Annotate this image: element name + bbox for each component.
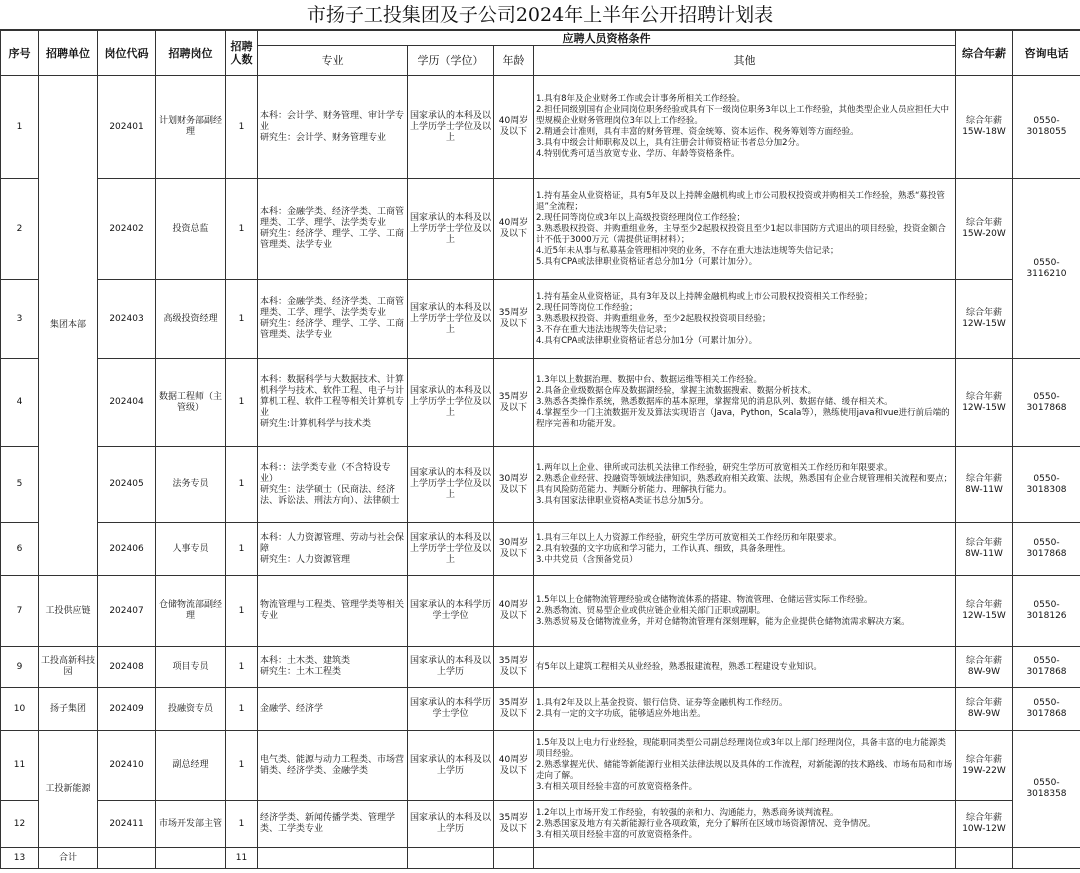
cell-age: 30周岁及以下: [494, 447, 534, 523]
cell-seq: 12: [1, 801, 39, 848]
cell-post: 投融资专员: [156, 688, 226, 731]
cell-salary: 综合年薪19W-22W: [956, 731, 1013, 801]
cell-other: 1.5年以上仓储物流管理经验或仓储物流体系的搭建、物流管理、仓储运营实际工作经验。 2.熟悉物流、贸易型企业或供应链企业相关部门正职或副职。 3.熟悉贸易及仓储物流业务，并对仓储物流管理有深刻理解，能为企业提供仓储物流需求解决方案。: [534, 576, 956, 647]
cell-code: 202409: [98, 688, 156, 731]
cell-salary: 综合年薪12W-15W: [956, 576, 1013, 647]
cell-seq: 3: [1, 280, 39, 359]
cell-education: 国家承认的本科及以上学历: [408, 731, 494, 801]
cell-seq: 9: [1, 647, 39, 688]
cell-age: 35周岁及以下: [494, 280, 534, 359]
cell-major: 本科：金融学类、经济学类、工商管理类、工学、理学、法学类专业 研究生：经济学、理学、工学、工商管理类、法学专业: [258, 179, 408, 280]
cell-count: 1: [226, 280, 258, 359]
table-row: [1, 801, 1080, 848]
table-row: [1, 179, 1080, 280]
cell-salary: 综合年薪12W-15W: [956, 359, 1013, 447]
cell-post: 投资总监: [156, 179, 226, 280]
cell-major: 本科：金融学类、经济学类、工商管理类、工学、理学、法学类专业 研究生：经济学、理学、工学、工商管理类、法学专业: [258, 280, 408, 359]
cell-age: 40周岁及以下: [494, 76, 534, 179]
cell-code: 202410: [98, 731, 156, 801]
header-count: 招聘人数: [226, 31, 258, 76]
cell-unit: 集团本部: [39, 76, 98, 576]
cell-count: 1: [226, 576, 258, 647]
cell-post: 人事专员: [156, 523, 226, 576]
cell-code: 202408: [98, 647, 156, 688]
cell-education: 国家承认的本科及以上学历学士学位及以上: [408, 447, 494, 523]
cell-code: 202405: [98, 447, 156, 523]
cell-other: 1.2年以上市场开发工作经验，有较强的亲和力、沟通能力，熟悉商务谈判流程。 2.熟悉国家及地方有关新能源行业各项政策，充分了解所在区域市场资源情况、竞争情况。 3.有相关项目经验丰富的可放宽资格条件。: [534, 801, 956, 848]
cell-other: 有5年以上建筑工程相关从业经验，熟悉报建流程，熟悉工程建设专业知识。: [534, 647, 956, 688]
cell-other: 1.持有基金从业资格证，具有3年及以上持牌金融机构或上市公司股权投资相关工作经验； 2.现任同等岗位工作经验； 3.熟悉股权投资、并购重组业务，至少2起股权投资项目经验； 3.不存在重大违法违规等失信记录； 4.具有CPA或法律职业资格证者总分加1分（可累计加分）。: [534, 280, 956, 359]
cell-education: 国家承认的本科学历学士学位: [408, 688, 494, 731]
cell-seq: 6: [1, 523, 39, 576]
cell-code: 202407: [98, 576, 156, 647]
cell-count: 1: [226, 359, 258, 447]
cell-count: 1: [226, 731, 258, 801]
cell-post: 市场开发部主管: [156, 801, 226, 848]
cell-major: 经济学类、新闻传播学类、管理学类、工学类专业: [258, 801, 408, 848]
header-post: 招聘岗位: [156, 31, 226, 76]
cell-major: 本科：人力资源管理、劳动与社会保障 研究生：人力资源管理: [258, 523, 408, 576]
cell-post: 法务专员: [156, 447, 226, 523]
total-label: 合计: [39, 848, 98, 869]
cell-count: 1: [226, 647, 258, 688]
cell-post: 数据工程师（主管级）: [156, 359, 226, 447]
cell-major: 本科：：法学类专业（不含特设专业） 研究生：法学硕士（民商法、经济法、诉讼法、刑法方向）、法律硕士: [258, 447, 408, 523]
table-row: [1, 76, 1080, 179]
cell-salary: 综合年薪12W-15W: [956, 280, 1013, 359]
cell-other: 1.具有三年以上人力资源工作经验，研究生学历可放宽相关工作经历和年限要求。 2.具有较强的文字功底和学习能力，工作认真、细致，具备条理性。 3.中共党员（含预备党员）: [534, 523, 956, 576]
cell-phone: 0550-3018055: [1013, 76, 1080, 179]
cell-seq: 2: [1, 179, 39, 280]
cell-code: 202406: [98, 523, 156, 576]
cell-phone: 0550-3116210: [1013, 179, 1080, 359]
cell-major: 电气类、能源与动力工程类、市场营销类、经济学类、金融学类: [258, 731, 408, 801]
cell-seq: 4: [1, 359, 39, 447]
cell-salary: 综合年薪8W-11W: [956, 447, 1013, 523]
cell-unit: 工投新能源: [39, 731, 98, 848]
cell-post: 项目专员: [156, 647, 226, 688]
cell-count: 1: [226, 523, 258, 576]
cell-age: 35周岁及以下: [494, 359, 534, 447]
cell-education: 国家承认的本科及以上学历学士学位及以上: [408, 359, 494, 447]
cell-count: 1: [226, 447, 258, 523]
cell-post: 高级投资经理: [156, 280, 226, 359]
cell-salary: 综合年薪8W-11W: [956, 523, 1013, 576]
cell-seq: 1: [1, 76, 39, 179]
cell-education: 国家承认的本科及以上学历: [408, 801, 494, 848]
cell-code: 202404: [98, 359, 156, 447]
cell-salary: 综合年薪8W-9W: [956, 647, 1013, 688]
table-row: [1, 731, 1080, 801]
cell-salary: 综合年薪15W-20W: [956, 179, 1013, 280]
cell-major: 金融学、经济学: [258, 688, 408, 731]
cell-age: 40周岁及以下: [494, 731, 534, 801]
cell-education: 国家承认的本科及以上学历学士学位及以上: [408, 76, 494, 179]
header-major: 专业: [258, 46, 408, 76]
cell-salary: 综合年薪10W-12W: [956, 801, 1013, 848]
total-row: [1, 848, 1080, 869]
cell-phone: 0550-3017868: [1013, 523, 1080, 576]
cell-education: 国家承认的本科及以上学历学士学位及以上: [408, 523, 494, 576]
cell-age: 35周岁及以下: [494, 688, 534, 731]
cell-code: 202403: [98, 280, 156, 359]
cell-major: 物流管理与工程类、管理学类等相关专业: [258, 576, 408, 647]
cell-seq: 10: [1, 688, 39, 731]
cell-seq: 11: [1, 731, 39, 801]
cell-code: 202411: [98, 801, 156, 848]
cell-count: 1: [226, 179, 258, 280]
cell-age: 30周岁及以下: [494, 523, 534, 576]
header-qualifications: 应聘人员资格条件: [258, 31, 956, 46]
cell-education: 国家承认的本科学历学士学位: [408, 576, 494, 647]
cell-seq: 7: [1, 576, 39, 647]
cell-count: 1: [226, 76, 258, 179]
cell-major: 本科：数据科学与大数据技术、计算机科学与技术、软件工程、电子与计算机工程、软件工程等相关计算机专业 研究生:计算机科学与技术类: [258, 359, 408, 447]
cell-phone: 0550-3017868: [1013, 647, 1080, 688]
header-phone: 咨询电话: [1013, 31, 1080, 76]
table-row: [1, 359, 1080, 447]
header-other: 其他: [534, 46, 956, 76]
cell-other: 1.具有8年及企业财务工作或会计事务所相关工作经验。 2.担任同级别国有企业同岗位职务经验或具有下一级岗位职务3年以上工作经验，其他类型企业人员应担任大中型规模企业财务管理岗位3年以上工作经验。 2.精通会计准则，具有丰富的财务管理、资金统筹、资本运作、税务筹划等方面经验。 3.具有中级会计师职称及以上，具有注册会计师资格证书者总分加2分。 4.特别优秀可适当放宽专业、学历、年龄等资格条件。: [534, 76, 956, 179]
header-salary: 综合年薪: [956, 31, 1013, 76]
cell-phone: 0550-3018358: [1013, 731, 1080, 848]
cell-education: 国家承认的本科及以上学历学士学位及以上: [408, 280, 494, 359]
header-code: 岗位代码: [98, 31, 156, 76]
cell-major: 本科：土木类、建筑类 研究生：土木工程类: [258, 647, 408, 688]
cell-other: 1.两年以上企业、律所或司法机关法律工作经验，研究生学历可放宽相关工作经历和年限要求。 2.熟悉企业经营、投融资等领域法律知识，熟悉政府相关政策、法规，熟悉国有企业合规管理相关流程和要点；具有风险防范能力、判断分析能力、理解执行能力。 3.具有国家法律职业资格A类证书总分加5分。: [534, 447, 956, 523]
cell-major: 本科：会计学、财务管理、审计学专业 研究生：会计学、财务管理专业: [258, 76, 408, 179]
cell-post: 副总经理: [156, 731, 226, 801]
cell-age: 35周岁及以下: [494, 647, 534, 688]
header-unit: 招聘单位: [39, 31, 98, 76]
table-row: [1, 523, 1080, 576]
cell-other: 1.5年及以上电力行业经验，现能职同类型公司副总经理岗位或3年以上部门经理岗位，具备丰富的电力能源类项目经验。 2.熟悉掌握光伏、储能等新能源行业相关法律法规以及具体的工作流程，对新能源的技术路线、市场布局和市场走向了解。 3.有相关项目经验丰富的可放宽资格条件。: [534, 731, 956, 801]
header-seq: 序号: [1, 31, 39, 76]
table-row: [1, 688, 1080, 731]
cell-post: 计划财务部副经理: [156, 76, 226, 179]
cell-code: 202401: [98, 76, 156, 179]
cell-unit: 扬子集团: [39, 688, 98, 731]
cell-salary: 综合年薪15W-18W: [956, 76, 1013, 179]
table-title: 市扬子工投集团及子公司2024年上半年公开招聘计划表: [0, 0, 1080, 30]
cell-age: 40周岁及以下: [494, 179, 534, 280]
cell-unit: 工投高新科技园: [39, 647, 98, 688]
cell-code: 202402: [98, 179, 156, 280]
cell-other: 1.3年以上数据治理、数据中台、数据运维等相关工作经验。 2.具备企业级数据仓库及数据湖经验，掌握主流数据搜索、数据分析技术。 3.熟悉各类操作系统，熟悉数据库的基本原理，掌握常见的消息队列、数据存储、缓存相关术。 4.掌握至少一门主流数据开发及算法实现语言（Java，Python，Scala等），熟练使用java和vue进行前后端的程序完善和功能开发。: [534, 359, 956, 447]
total-seq: 13: [1, 848, 39, 869]
cell-salary: 综合年薪8W-9W: [956, 688, 1013, 731]
table-row: [1, 576, 1080, 647]
table-row: [1, 647, 1080, 688]
table-row: [1, 280, 1080, 359]
cell-education: 国家承认的本科及以上学历: [408, 647, 494, 688]
cell-post: 仓储物流部副经理: [156, 576, 226, 647]
cell-other: 1.具有2年及以上基金投资、银行信贷、证券等金融机构工作经历。 2.具有一定的文字功底，能够适应外地出差。: [534, 688, 956, 731]
cell-seq: 5: [1, 447, 39, 523]
cell-phone: 0550-3018308: [1013, 447, 1080, 523]
cell-education: 国家承认的本科及以上学历学士学位及以上: [408, 179, 494, 280]
header-age: 年龄: [494, 46, 534, 76]
cell-phone: 0550-3017868: [1013, 688, 1080, 731]
cell-phone: 0550-3018126: [1013, 576, 1080, 647]
header-education: 学历（学位）: [408, 46, 494, 76]
table-row: [1, 447, 1080, 523]
recruitment-table: [0, 30, 1080, 869]
cell-other: 1.持有基金从业资格证，具有5年及以上持牌金融机构或上市公司股权投资或并购相关工作经验，熟悉“募投管退”全流程； 2.现任同等岗位或3年以上高级投资经理岗位工作经验； 3.熟悉股权投资、并购重组业务，主导至少2起股权投资且至少1起以非国防方式退出的项目经验，投资金额合计不低于3000万元（需提供证明材料）； 4.近5年未从事与私募基金管理相冲突的业务，不存在重大违法违规等失信记录； 5.具有CPA或法律职业资格证者总分加1分（可累计加分）。: [534, 179, 956, 280]
cell-phone: 0550-3017868: [1013, 359, 1080, 447]
total-count: 11: [226, 848, 258, 869]
cell-unit: 工投供应链: [39, 576, 98, 647]
cell-count: 1: [226, 688, 258, 731]
cell-age: 40周岁及以下: [494, 576, 534, 647]
cell-age: 35周岁及以下: [494, 801, 534, 848]
cell-count: 1: [226, 801, 258, 848]
